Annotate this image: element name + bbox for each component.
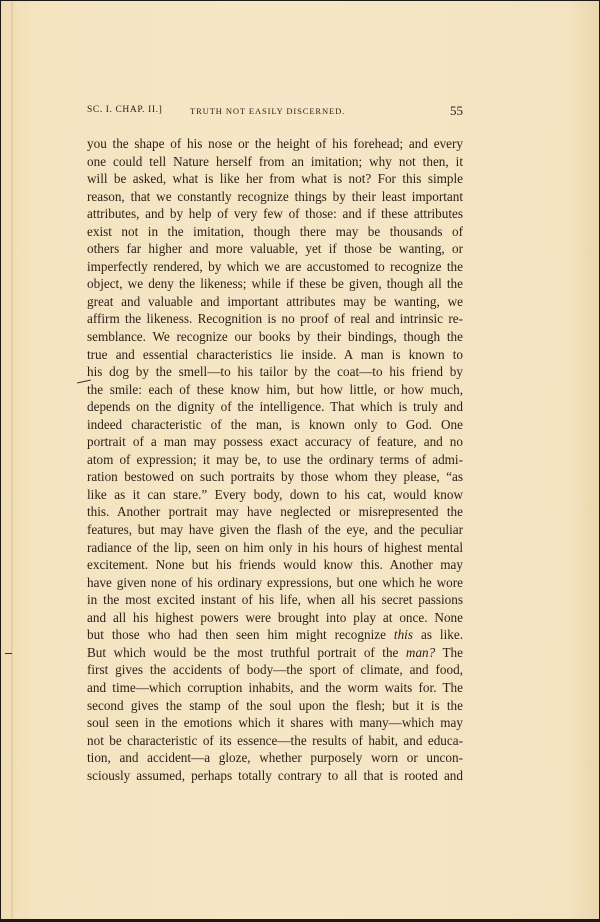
italic-word: this — [393, 627, 413, 643]
line-text: indeed characteristic of the man, is known only to God. One — [87, 416, 463, 432]
running-header — [87, 103, 463, 119]
text-line — [87, 697, 463, 715]
text-line — [87, 767, 463, 785]
text-line — [87, 486, 463, 504]
line-text: as like. — [412, 627, 463, 643]
line-text: attributes, and by help of very few of those: and if these attributes — [87, 206, 463, 222]
line-text: true and essential characteristics lie inside. A man is known to — [87, 346, 463, 362]
text-line — [87, 188, 463, 206]
line-text: exist not in the imitation, though there may be thousands of — [87, 223, 463, 239]
text-line — [87, 732, 463, 750]
text-line — [87, 381, 463, 399]
body-text — [87, 135, 463, 784]
line-text: others far higher and more valuable, yet if those be wanting, or — [87, 241, 463, 257]
book-page — [1, 1, 599, 919]
text-line — [87, 433, 463, 451]
page-number: 55 — [450, 103, 463, 118]
text-line — [87, 398, 463, 416]
text-line — [87, 503, 463, 521]
line-text: first gives the accidents of body—the sport of climate, and food, — [87, 662, 463, 678]
line-text: ration bestowed on such portraits by those whom they please, “as — [87, 469, 463, 485]
line-text: But which would be the most truthful portrait of the — [87, 644, 406, 660]
line-text: affirm the likeness. Recognition is no proof of real and intrinsic re- — [87, 311, 463, 327]
text-line — [87, 346, 463, 364]
text-line — [87, 644, 463, 662]
text-line — [87, 609, 463, 627]
line-text: radiance of the lip, seen on him only in his hours of highest mental — [87, 539, 463, 555]
line-text: The — [435, 644, 463, 660]
section-label: SC. I. CHAP. II.] — [87, 105, 163, 115]
line-text: tion, and accident—a gloze, whether purposely worn or uncon- — [87, 750, 463, 766]
text-line — [87, 258, 463, 276]
text-line — [87, 416, 463, 434]
line-text: soul seen in the emotions which it shares with many—which may — [87, 715, 463, 731]
line-text: but those who had then seen him might recognize — [87, 627, 394, 643]
line-text: the smile: each of these know him, but how little, or how much, — [87, 381, 463, 397]
text-line — [87, 468, 463, 486]
line-text: depends on the dignity of the intelligence. That which is truly and — [87, 399, 463, 415]
text-line — [87, 310, 463, 328]
margin-pencil-mark — [5, 653, 12, 654]
line-text: sciously assumed, perhaps totally contrary to all that is rooted and — [87, 767, 463, 783]
text-line — [87, 591, 463, 609]
line-text: in the most excited instant of his life, when all his secret passions — [87, 592, 463, 608]
text-line — [87, 223, 463, 241]
line-text: one could tell Nature herself from an imitation; why not then, it — [87, 153, 463, 169]
text-line — [87, 574, 463, 592]
text-line — [87, 135, 463, 153]
text-line — [87, 363, 463, 381]
page-gutter-shadow — [11, 1, 13, 919]
line-text: and all his highest powers were brought into play at once. None — [87, 609, 463, 625]
line-text: semblance. We recognize our books by their bindings, though the — [87, 329, 463, 345]
text-line — [87, 451, 463, 469]
line-text: reason, that we constantly recognize things by their least important — [87, 188, 463, 204]
line-text: great and valuable and important attributes may be wanting, we — [87, 293, 463, 309]
text-line — [87, 661, 463, 679]
line-text: features, but may have given the flash of the eye, and the peculiar — [87, 522, 463, 538]
text-line — [87, 205, 463, 223]
line-text: you the shape of his nose or the height of his forehead; and every — [87, 136, 463, 151]
line-text: like as it can stare.” Every body, down to his cat, would know — [87, 486, 463, 502]
line-text: and time—which corruption inhabits, and the worm waits for. The — [87, 679, 463, 695]
text-line — [87, 170, 463, 188]
text-line — [87, 679, 463, 697]
line-text: have given none of his ordinary expressions, but one which he wore — [87, 574, 463, 590]
line-text: not be characteristic of its essence—the results of habit, and educa- — [87, 732, 463, 748]
running-title: TRUTH NOT EASILY DISCERNED. — [190, 106, 346, 116]
line-text: object, we deny the likeness; while if these be given, though all the — [87, 276, 463, 292]
line-text: this. Another portrait may have neglected or misrepresented the — [87, 504, 463, 520]
text-line — [87, 153, 463, 171]
line-text: portrait of a man may possess exact accuracy of feature, and no — [87, 434, 463, 450]
line-text: imperfectly rendered, by which we are accustomed to recognize the — [87, 258, 463, 274]
text-line — [87, 626, 463, 644]
text-line — [87, 749, 463, 767]
text-line — [87, 240, 463, 258]
line-text: his dog by the smell—to his tailor by the coat—to his friend by — [87, 364, 463, 380]
text-line — [87, 714, 463, 732]
text-line — [87, 521, 463, 539]
text-line — [87, 539, 463, 557]
text-line — [87, 293, 463, 311]
text-line — [87, 275, 463, 293]
text-line — [87, 556, 463, 574]
italic-word: man? — [405, 644, 436, 660]
line-text: second gives the stamp of the soul upon the flesh; but it is the — [87, 697, 463, 713]
line-text: atom of expression; it may be, to use the ordinary terms of admi- — [87, 451, 463, 467]
line-text: will be asked, what is like her from what is not? For this simple — [87, 171, 463, 187]
text-line — [87, 328, 463, 346]
line-text: excitement. None but his friends would know this. Another may — [87, 557, 463, 573]
